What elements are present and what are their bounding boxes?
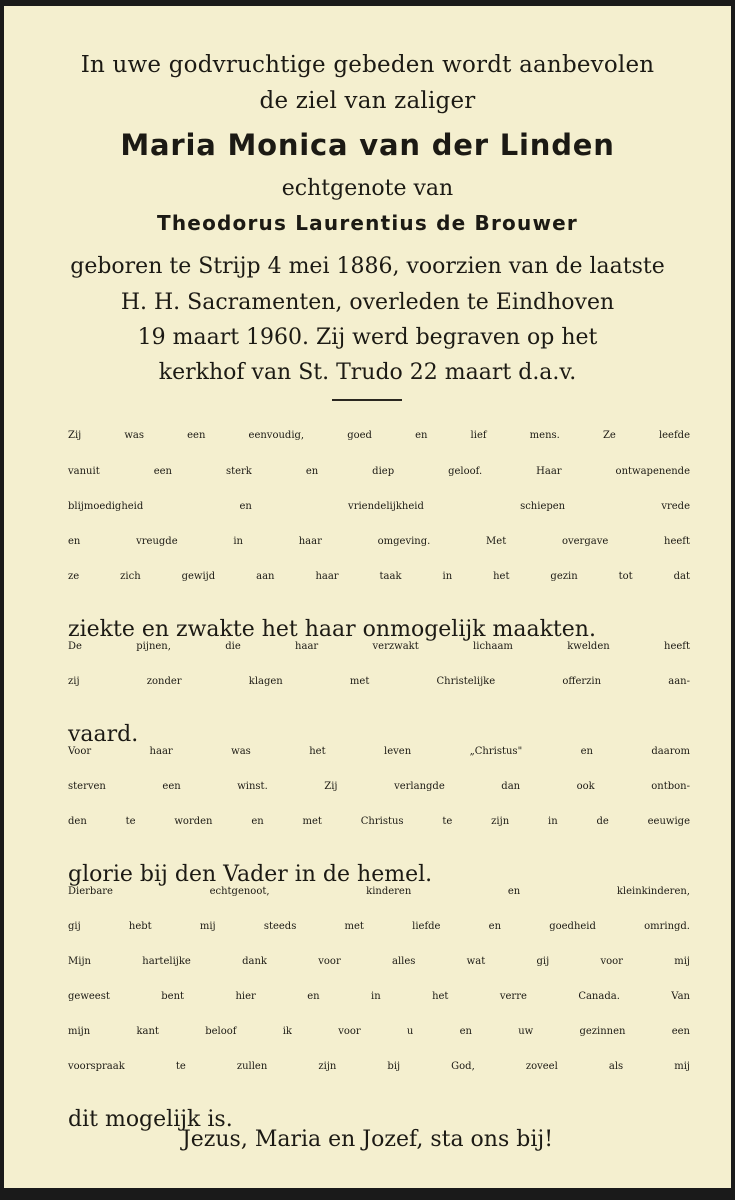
body-line: voorspraak te zullen zijn bij God, zoveel als mij (68, 1061, 690, 1072)
body-line: Voor haar was het leven „Christus" en daarom (68, 746, 690, 757)
body-line: geweest bent hier en in het verre Canada. Van (68, 991, 690, 1002)
body-line: en vreugde in haar omgeving. Met overgave heeft (68, 536, 690, 547)
intro-line-2: de ziel van zaliger (259, 88, 476, 114)
bio-line: 19 maart 1960. Zij werd begraven op het (137, 325, 598, 350)
closing-prayer: Jezus, Maria en Jozef, sta ons bij! (181, 1127, 554, 1152)
divider-rule (332, 399, 402, 401)
intro-line-1: In uwe godvruchtige gebeden wordt aanbevolen (80, 52, 655, 78)
body-line: vaard. (68, 722, 139, 747)
body-line: gij hebt mij steeds met liefde en goedheid omringd. (68, 921, 690, 932)
body-line: den te worden en met Christus te zijn in de eeuwige (68, 816, 690, 827)
bio-line: H. H. Sacramenten, overleden te Eindhoven (120, 290, 615, 315)
card-frame-bottom (0, 1188, 735, 1200)
bio-line: kerkhof van St. Trudo 22 maart d.a.v. (158, 360, 577, 385)
body-line: blijmoedigheid en vriendelijkheid schiepen vrede (68, 501, 690, 512)
spouse-name: Theodorus Laurentius de Brouwer (157, 211, 578, 235)
body-line: vanuit een sterk en diep geloof. Haar ontwapenende (68, 466, 690, 477)
bio-line: geboren te Strijp 4 mei 1886, voorzien van de laatste (70, 254, 665, 279)
body-line: sterven een winst. Zij verlangde dan ook ontbon- (68, 781, 690, 792)
body-line: ziekte en zwakte het haar onmogelijk maakten. (68, 617, 596, 642)
body-line: Zij was een eenvoudig, goed en lief mens. Ze leefde (68, 430, 690, 441)
body-line: ze zich gewijd aan haar taak in het gezin tot dat (68, 571, 690, 582)
body-line: dit mogelijk is. (68, 1107, 233, 1132)
spouse-label: echtgenote van (281, 176, 454, 201)
body-line: mijn kant beloof ik voor u en uw gezinnen een (68, 1026, 690, 1037)
deceased-name: Maria Monica van der Linden (120, 128, 615, 162)
memorial-card (4, 6, 731, 1188)
body-line: zij zonder klagen met Christelijke offerzin aan- (68, 676, 690, 687)
body-line: glorie bij den Vader in de hemel. (68, 862, 433, 887)
body-line: Dierbare echtgenoot, kinderen en kleinkinderen, (68, 886, 690, 897)
body-line: Mijn hartelijke dank voor alles wat gij voor mij (68, 956, 690, 967)
body-line: De pijnen, die haar verzwakt lichaam kwelden heeft (68, 641, 690, 652)
